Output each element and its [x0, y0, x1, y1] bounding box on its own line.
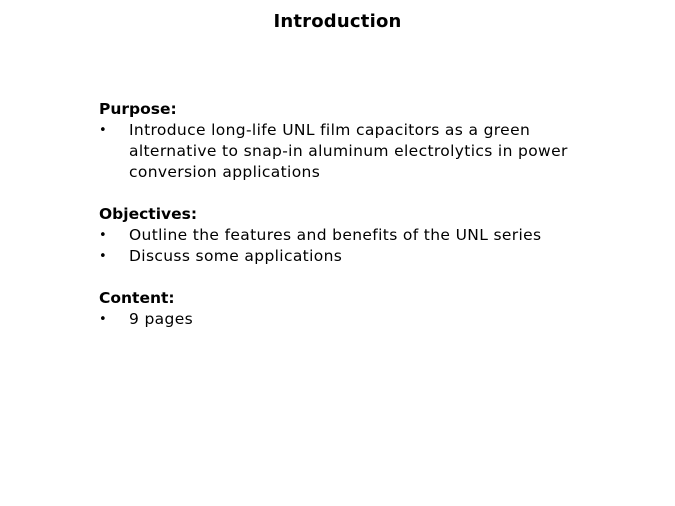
- bullet-text: Outline the features and benefits of the UNL series: [129, 226, 542, 244]
- section-heading-content: Content:: [99, 289, 175, 307]
- bullet-icon: •: [99, 312, 108, 327]
- section-spacer: [99, 267, 639, 288]
- bullet-icon: •: [99, 228, 108, 243]
- bullet-item: [99, 309, 639, 330]
- section-content: [99, 288, 639, 330]
- bullet-list-content: [99, 309, 639, 330]
- section-heading-purpose: Purpose:: [99, 100, 177, 118]
- bullet-list-purpose: [99, 120, 639, 183]
- bullet-list-objectives: [99, 225, 639, 267]
- bullet-item: [99, 120, 639, 183]
- bullet-item: [99, 246, 639, 267]
- slide-title: Introduction: [273, 11, 402, 32]
- bullet-icon: •: [99, 123, 108, 138]
- bullet-item: [99, 225, 639, 246]
- bullet-text: Discuss some applications: [129, 247, 343, 265]
- bullet-text: Introduce long-life UNL film capacitors as a green alternative to snap-in aluminum electrolytics in power conversion applications: [129, 121, 568, 181]
- section-objectives: [99, 204, 639, 267]
- slide-body: [99, 99, 639, 330]
- bullet-text: 9 pages: [129, 310, 194, 328]
- section-spacer: [99, 183, 639, 204]
- section-purpose: [99, 99, 639, 183]
- section-heading-objectives: Objectives:: [99, 205, 198, 223]
- bullet-icon: •: [99, 249, 108, 264]
